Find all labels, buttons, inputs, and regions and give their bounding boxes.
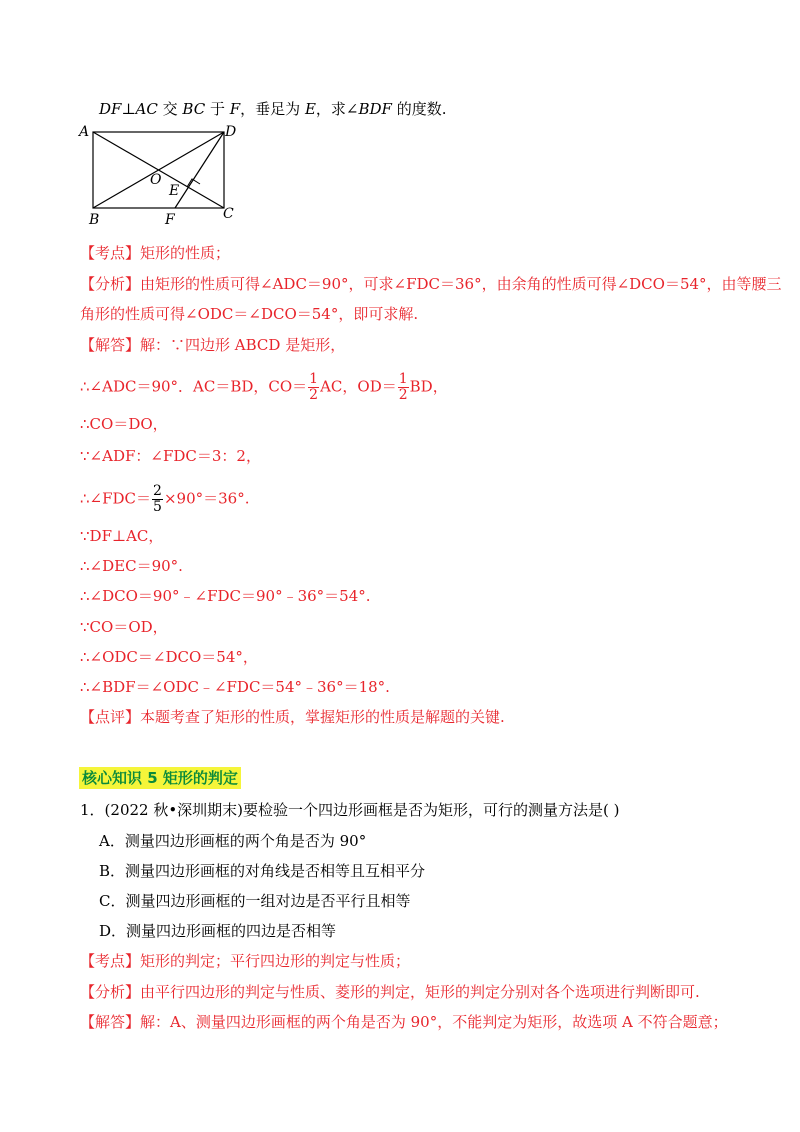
fraction-one-half: $\frac{1}{2}$ xyxy=(309,371,319,403)
fraction-two-fifths: $\frac{2}{5}$ xyxy=(153,483,162,515)
solution-step-1: ∴∠ADC＝90°．AC＝BD，CO＝ $\frac{1}{2}$ AC，OD＝ $\frac{1}{2}$ BD， xyxy=(80,371,448,403)
fenxi-line-2: 角形的性质可得∠ODC＝∠DCO＝54°，即可求解. xyxy=(80,305,419,323)
rectangle-figure xyxy=(75,120,245,228)
option-a: A．测量四边形画框的两个角是否为 90° xyxy=(99,832,367,850)
label-e: E xyxy=(169,183,180,199)
fenxi-line-3: 【分析】由平行四边形的判定与性质、菱形的判定，矩形的判定分别对各个选项进行判断即可. xyxy=(80,983,700,1001)
label-b: B xyxy=(89,212,100,228)
solution-step-10: ∴∠BDF＝∠ODC﹣∠FDC＝54°﹣36°＝18°. xyxy=(80,678,390,696)
segment-df xyxy=(175,132,224,208)
solution-step-3: ∵∠ADF：∠FDC＝3：2， xyxy=(80,447,261,465)
label-d: D xyxy=(225,124,237,140)
solution-step-8: ∵CO＝OD， xyxy=(80,618,168,636)
question-stem: 1．(2022 秋•深圳期末)要检验一个四边形画框是否为矩形，可行的测量方法是( ) xyxy=(80,801,620,819)
kaodian-line-2: 【考点】矩形的判定；平行四边形的判定与性质； xyxy=(80,952,411,970)
dianping-line: 【点评】本题考查了矩形的性质，掌握矩形的性质是解题的关键. xyxy=(80,708,505,726)
option-c: C．测量四边形画框的一组对边是否平行且相等 xyxy=(99,892,411,910)
label-o: O xyxy=(150,172,162,188)
option-b: B．测量四边形画框的对角线是否相等且互相平分 xyxy=(99,862,426,880)
fenxi-line-1: 【分析】由矩形的性质可得∠ADC＝90°，可求∠FDC＝36°，由余角的性质可得∠DCO＝54°，由等腰三 xyxy=(80,275,782,293)
kaodian-line-1: 【考点】矩形的性质； xyxy=(80,244,231,262)
solution-step-2: ∴CO＝DO， xyxy=(80,415,168,433)
jieda-line-2: 【解答】解：A、测量四边形画框的两个角是否为 90°，不能判定为矩形，故选项 A 不符合题意； xyxy=(80,1013,728,1031)
solution-step-5: ∵DF⊥AC， xyxy=(80,527,164,545)
label-c: C xyxy=(223,206,234,222)
solution-step-4: ∴∠FDC＝ $\frac{2}{5}$ ×90°＝36°. xyxy=(80,483,250,515)
solution-step-6: ∴∠DEC＝90°. xyxy=(80,557,183,575)
label-a: A xyxy=(79,124,90,140)
solution-step-9: ∴∠ODC＝∠DCO＝54°， xyxy=(80,648,258,666)
label-f: F xyxy=(165,212,175,228)
solution-step-7: ∴∠DCO＝90°﹣∠FDC＝90°﹣36°＝54°. xyxy=(80,587,371,605)
jieda-intro: 【解答】解：∵四边形 ABCD 是矩形， xyxy=(80,336,346,354)
problem-statement-tail: DF⊥AC 交 BC 于 F，垂足为 E，求∠BDF 的度数. xyxy=(99,100,447,118)
fraction-one-half-2: $\frac{1}{2}$ xyxy=(398,371,408,403)
section-title: 核心知识 5 矩形的判定 xyxy=(79,767,241,789)
option-d: D．测量四边形画框的四边是否相等 xyxy=(99,922,337,940)
